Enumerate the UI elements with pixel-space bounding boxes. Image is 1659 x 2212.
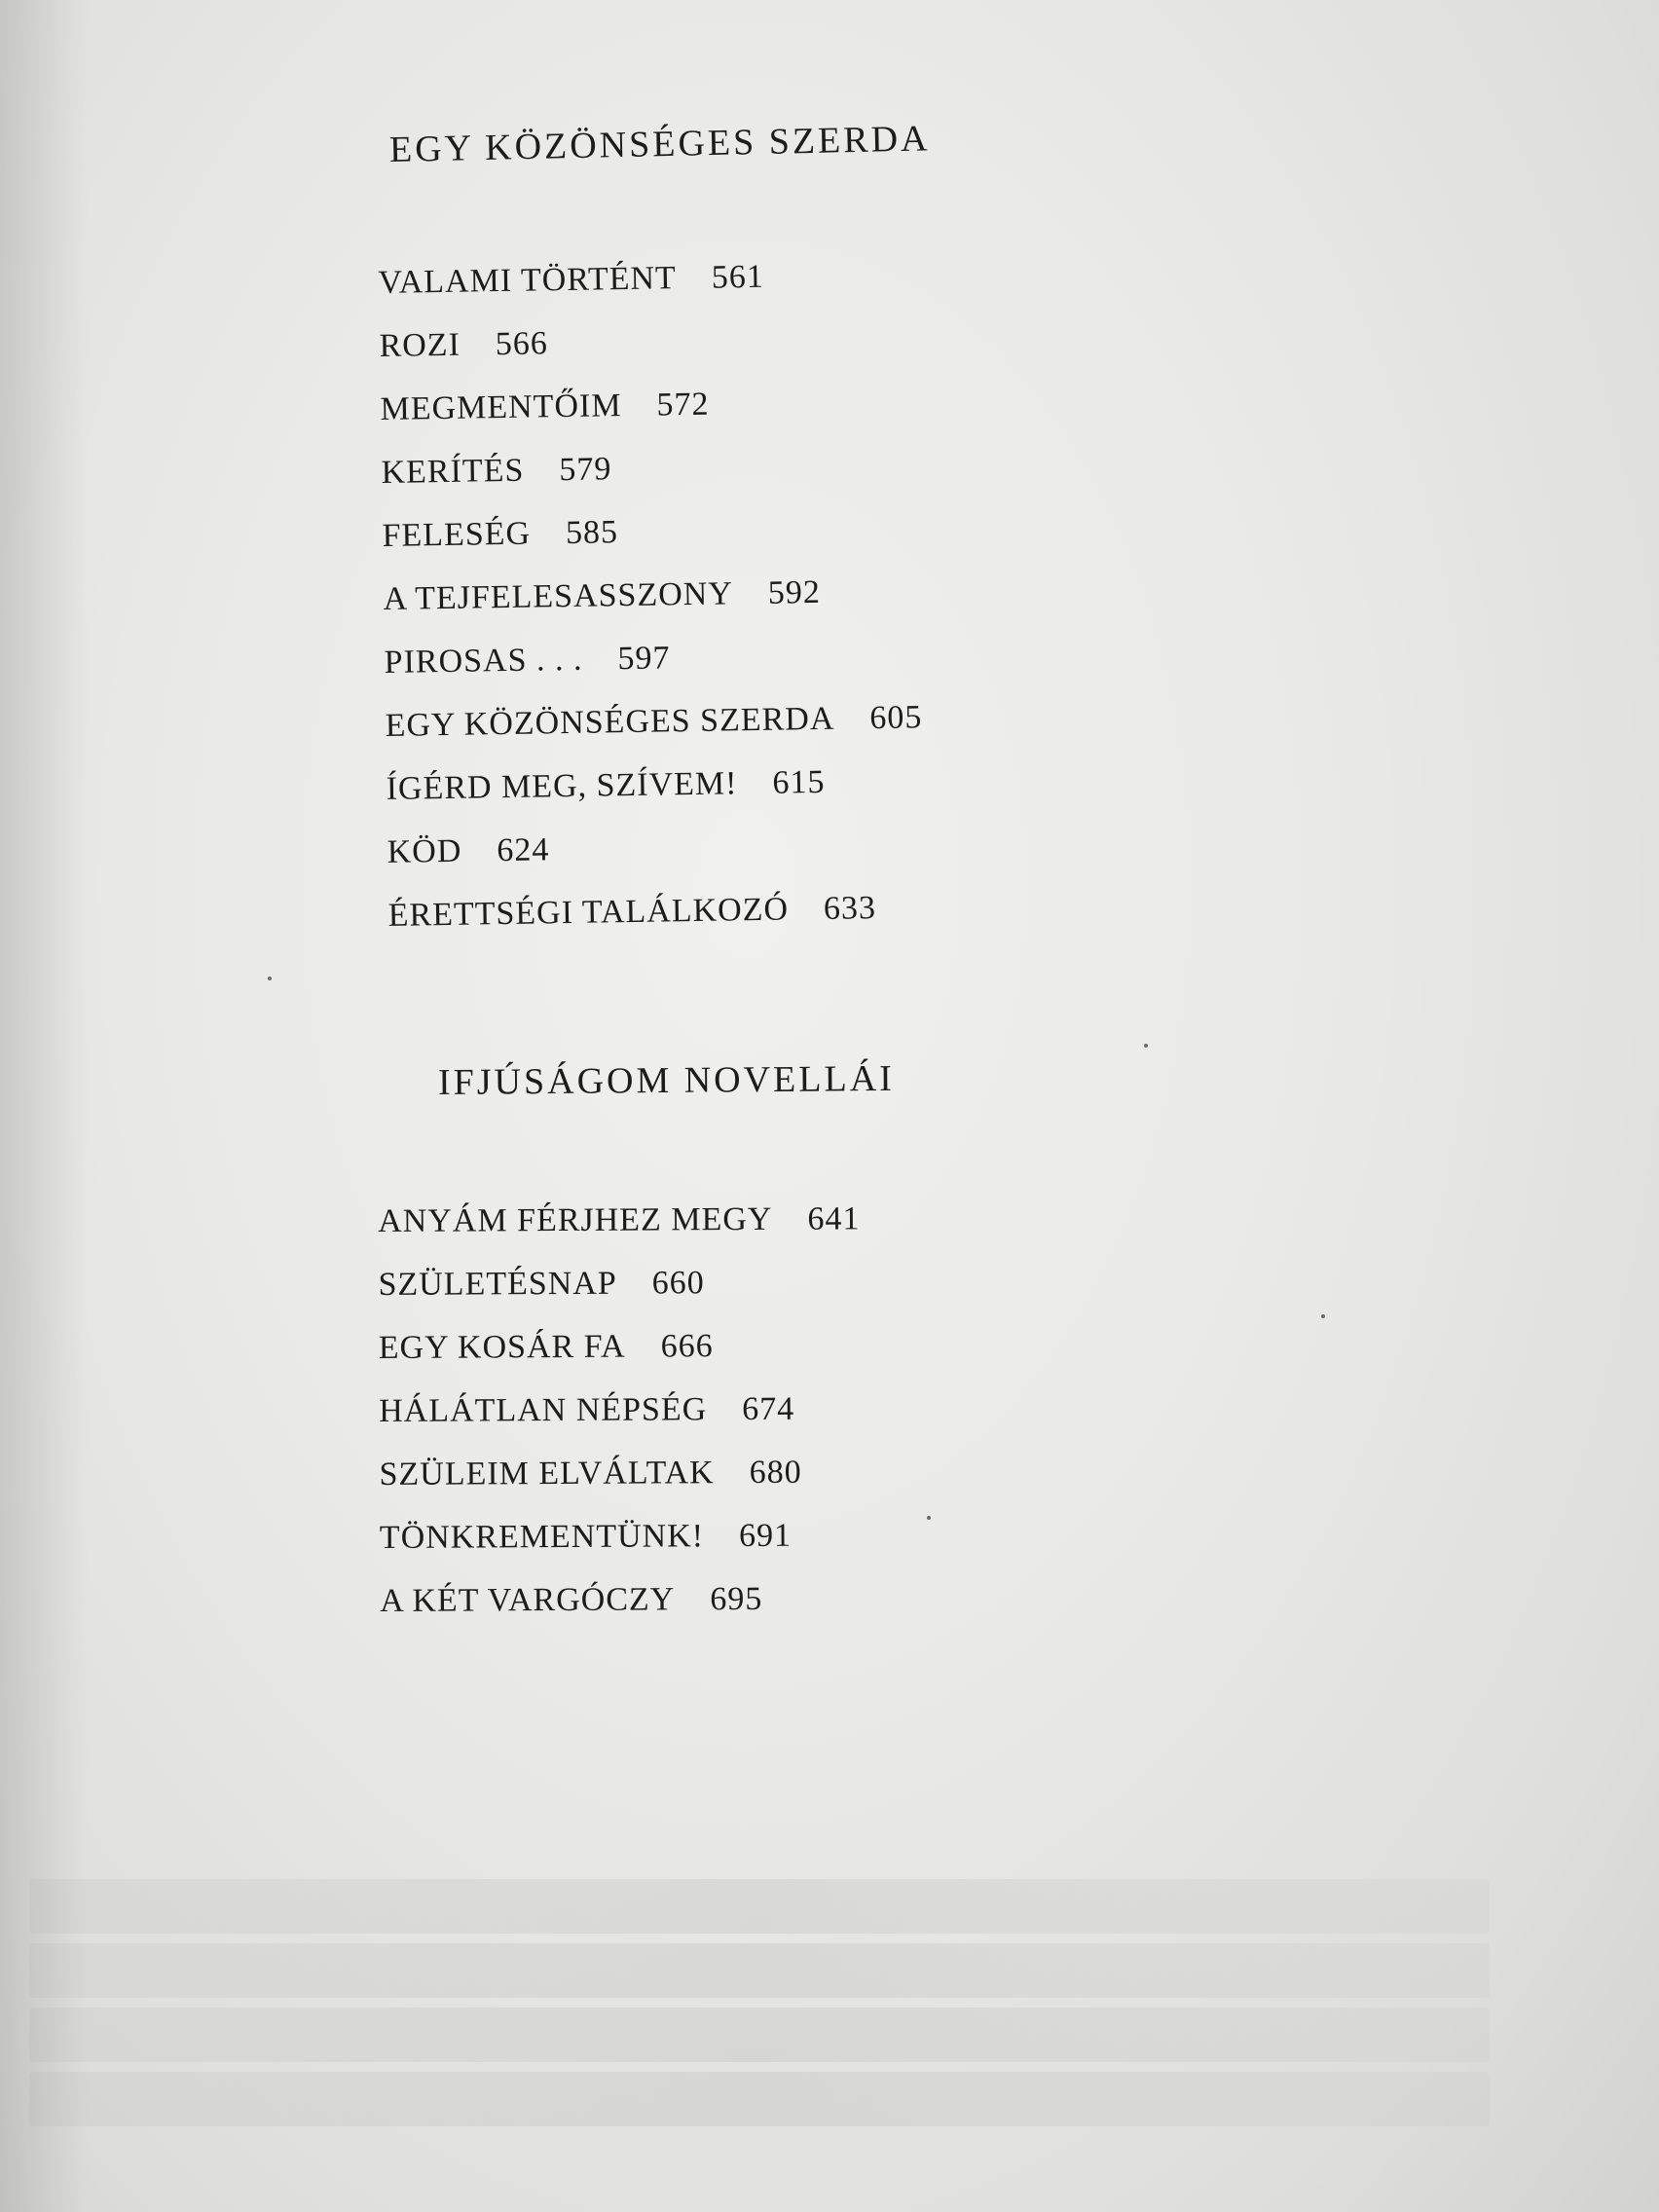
toc-entry <box>379 306 917 378</box>
entry-title: KÖD <box>387 832 462 870</box>
entry-page-number: 624 <box>497 831 550 869</box>
entry-title: SZÜLETÉSNAP <box>378 1265 617 1303</box>
entry-page-number: 572 <box>656 386 710 424</box>
entry-title: KERÍTÉS <box>381 452 525 491</box>
toc-entry <box>378 1250 861 1316</box>
entry-title: PIROSAS . . . <box>384 641 583 681</box>
entry-page-number: 695 <box>710 1580 763 1618</box>
toc-entry <box>380 1503 863 1569</box>
toc-entry <box>379 1440 862 1506</box>
toc-entry <box>387 875 926 947</box>
table-of-contents-list <box>378 242 926 947</box>
entry-title: A KÉT VARGÓCZY <box>380 1581 676 1619</box>
entry-page-number: 633 <box>823 890 877 927</box>
show-through-line <box>29 2072 1490 2126</box>
paper-speck <box>268 977 272 980</box>
toc-entry <box>382 496 920 568</box>
toc-entry <box>378 1187 861 1253</box>
toc-entry <box>380 369 918 441</box>
entry-title: FELESÉG <box>382 515 532 554</box>
toc-entry <box>386 749 924 821</box>
paper-speck <box>927 1516 931 1520</box>
toc-entry <box>379 1313 862 1380</box>
entry-title: MEGMENTŐIM <box>380 387 622 427</box>
entry-title: SZÜLEIM ELVÁLTAK <box>379 1455 715 1493</box>
entry-page-number: 561 <box>711 258 765 296</box>
paper-speck <box>1321 1314 1325 1318</box>
entry-page-number: 641 <box>807 1200 861 1237</box>
section-heading: EGY KÖZÖNSÉGES SZERDA <box>388 118 931 170</box>
entry-title: EGY KÖZÖNSÉGES SZERDA <box>385 700 835 744</box>
entry-title: ANYÁM FÉRJHEZ MEGY <box>378 1200 773 1239</box>
entry-page-number: 579 <box>559 451 612 489</box>
entry-title: EGY KOSÁR FA <box>378 1328 626 1366</box>
show-through-line <box>29 1943 1490 1998</box>
entry-title: ÉRETTSÉGI TALÁLKOZÓ <box>387 891 790 934</box>
section-heading: IFJÚSÁGOM NOVELLÁI <box>437 1057 895 1103</box>
entry-page-number: 674 <box>742 1390 795 1428</box>
entry-page-number: 660 <box>651 1265 705 1302</box>
entry-page-number: 615 <box>772 763 826 801</box>
entry-page-number: 585 <box>565 514 619 552</box>
entry-title: ROZI <box>379 326 461 364</box>
toc-entry <box>378 242 916 314</box>
reverse-page-show-through <box>29 1879 1490 2191</box>
entry-title: HÁLÁTLAN NÉPSÉG <box>379 1391 708 1429</box>
toc-entry <box>384 622 922 694</box>
show-through-line <box>29 2008 1490 2062</box>
entry-page-number: 666 <box>660 1328 714 1365</box>
paper-speck <box>1144 1044 1148 1048</box>
toc-entry <box>381 432 919 504</box>
entry-page-number: 691 <box>738 1517 793 1555</box>
entry-title: TÖNKREMENTÜNK! <box>379 1518 705 1556</box>
table-of-contents-list <box>378 1187 863 1633</box>
toc-entry <box>385 685 923 757</box>
toc-entry <box>380 1567 863 1633</box>
toc-entry <box>387 812 925 884</box>
entry-page-number: 566 <box>495 325 549 363</box>
entry-title: VALAMI TÖRTÉNT <box>378 260 678 301</box>
entry-page-number: 605 <box>869 699 923 737</box>
entry-page-number: 680 <box>749 1454 802 1492</box>
toc-entry <box>379 1377 862 1443</box>
entry-title: ÍGÉRD MEG, SZÍVEM! <box>386 765 738 807</box>
entry-page-number: 592 <box>767 573 822 611</box>
entry-page-number: 597 <box>617 640 671 678</box>
show-through-line <box>29 1879 1490 1934</box>
toc-entry <box>383 559 921 631</box>
entry-title: A TEJFELESASSZONY <box>383 575 734 617</box>
